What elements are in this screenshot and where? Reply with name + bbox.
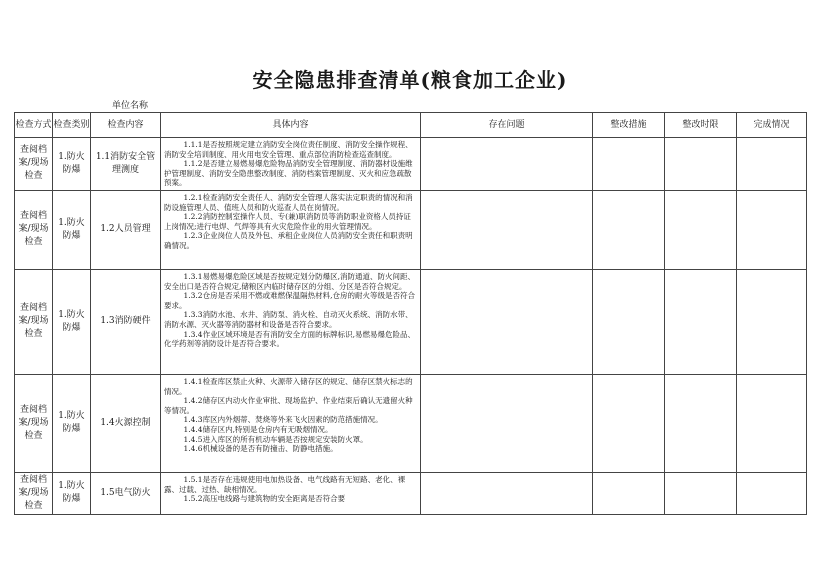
detail-line: 1.4.2储存区内动火作业审批、现场监护、作业结束后确认无遗留火种等情况。 xyxy=(164,396,413,415)
problems-cell[interactable] xyxy=(421,138,593,191)
problems-cell[interactable] xyxy=(421,374,593,472)
header-item: 检查内容 xyxy=(91,113,161,138)
row-category: 1.防火防爆 xyxy=(53,472,91,514)
row-details xyxy=(161,374,421,472)
row-item: 1.3消防硬件 xyxy=(91,269,161,374)
header-category: 检查类别 xyxy=(53,113,91,138)
table-row xyxy=(15,190,807,269)
row-method: 查阅档案/现场检查 xyxy=(15,190,53,269)
measures-cell[interactable] xyxy=(593,138,665,191)
problems-cell[interactable] xyxy=(421,190,593,269)
detail-line: 1.5.2高压电线路与建筑物的安全距离是否符合要 xyxy=(183,494,346,504)
row-item: 1.1消防安全管理测度 xyxy=(91,138,161,191)
detail-line: 1.2.3企业岗位人员及外包、承租企业岗位人员消防安全责任和职责明确情况。 xyxy=(164,231,413,250)
detail-line: 1.4.5进入库区的所有机动车辆是否按规定安装防火罩。 xyxy=(183,434,368,444)
detail-line: 1.1.1是否按照规定建立消防安全岗位责任制度、消防安全操作规程、消防安全培训制度、用火用电安全管理、重点部位消防检查巡查制度。 xyxy=(164,140,413,159)
row-details xyxy=(161,190,421,269)
status-cell[interactable] xyxy=(737,190,807,269)
detail-line: 1.3.4作业区域环境是否有消防安全方面的标牌标识,易燃易爆危险品、化学药剂等消防设计是否符合要求。 xyxy=(164,329,415,349)
table-row xyxy=(15,138,807,191)
header-measures: 整改措施 xyxy=(593,113,665,138)
detail-line: 1.3.2仓房是否采用不燃或难燃保温隔热材料,仓房的耐火等级是否符合要求。 xyxy=(164,291,415,310)
table-row xyxy=(15,374,807,472)
detail-line: 1.4.3库区内外烟蒂、焚烧等外来飞火因素的防范措施情况。 xyxy=(183,415,383,425)
header-details: 具体内容 xyxy=(161,113,421,138)
measures-cell[interactable] xyxy=(593,190,665,269)
row-category: 1.防火防爆 xyxy=(53,190,91,269)
detail-line: 1.4.6机械设备的是否有防撞击、防静电措施。 xyxy=(183,444,338,454)
row-item: 1.5电气防火 xyxy=(91,472,161,514)
row-category: 1.防火防爆 xyxy=(53,269,91,374)
detail-line: 1.1.2是否建立易燃易爆危险物品消防安全管理制度、消防器材设施维护管理制度、消防安全隐患整改制度、消防档案管理制度、灭火和应急疏散预案。 xyxy=(164,159,413,188)
row-details xyxy=(161,138,421,191)
row-item: 1.2人员管理 xyxy=(91,190,161,269)
row-item: 1.4火源控制 xyxy=(91,374,161,472)
header-status: 完成情况 xyxy=(737,113,807,138)
measures-cell[interactable] xyxy=(593,374,665,472)
problems-cell[interactable] xyxy=(421,472,593,514)
table-row xyxy=(15,269,807,374)
deadline-cell[interactable] xyxy=(665,374,737,472)
table-header-row xyxy=(15,113,807,138)
row-category: 1.防火防爆 xyxy=(53,138,91,191)
row-method: 查阅档案/现场检查 xyxy=(15,472,53,514)
detail-line: 1.3.1易燃易爆危险区域是否按规定划分防爆区,消防通道、防火间距、安全出口是否符合规定,储粮区内临时储存区的分组、分区是否符合规定。 xyxy=(164,271,415,291)
row-category: 1.防火防爆 xyxy=(53,374,91,472)
header-problems: 存在问题 xyxy=(421,113,593,138)
row-details xyxy=(161,472,421,514)
row-method: 查阅档案/现场检查 xyxy=(15,138,53,191)
measures-cell[interactable] xyxy=(593,269,665,374)
problems-cell[interactable] xyxy=(421,269,593,374)
row-method: 查阅档案/现场检查 xyxy=(15,269,53,374)
detail-line: 1.4.1检查库区禁止火种、火源带入储存区的规定、储存区禁火标志的情况。 xyxy=(164,376,413,396)
deadline-cell[interactable] xyxy=(665,190,737,269)
table-row xyxy=(15,472,807,514)
document-title: 安全隐患排查清单(粮食加工企业) xyxy=(252,68,568,92)
status-cell[interactable] xyxy=(737,472,807,514)
detail-line: 1.4.4储存区内,特别是仓房内有无吸烟情况。 xyxy=(183,424,333,434)
header-method: 检查方式 xyxy=(15,113,53,138)
detail-line: 1.5.1是否存在违规使用电加热设备、电气线路有无短路、老化、裸露、过载、过热、缺相情况。 xyxy=(164,474,406,494)
detail-line: 1.3.3消防水池、水井、消防泵、消火栓、自动灭火系统、消防水带、消防水源、灭火器等消防器材和设备是否符合要求。 xyxy=(164,310,413,329)
unit-name-label: 单位名称 xyxy=(112,101,149,111)
detail-line: 1.2.2消防控制室操作人员、专(兼)职消防员等消防职业资格人员持证上岗情况;进行电焊、气焊等具有火灾危险作业的用火管理情况。 xyxy=(164,212,411,231)
deadline-cell[interactable] xyxy=(665,138,737,191)
deadline-cell[interactable] xyxy=(665,472,737,514)
status-cell[interactable] xyxy=(737,269,807,374)
status-cell[interactable] xyxy=(737,374,807,472)
detail-line: 1.2.1检查消防安全责任人、消防安全管理人落实法定职责的情况和消防设施管理人员、值班人员和防火巡查人员在岗情况。 xyxy=(164,192,413,212)
checklist-table xyxy=(14,112,807,515)
status-cell[interactable] xyxy=(737,138,807,191)
row-method: 查阅档案/现场检查 xyxy=(15,374,53,472)
header-deadline: 整改时限 xyxy=(665,113,737,138)
deadline-cell[interactable] xyxy=(665,269,737,374)
measures-cell[interactable] xyxy=(593,472,665,514)
row-details xyxy=(161,269,421,374)
